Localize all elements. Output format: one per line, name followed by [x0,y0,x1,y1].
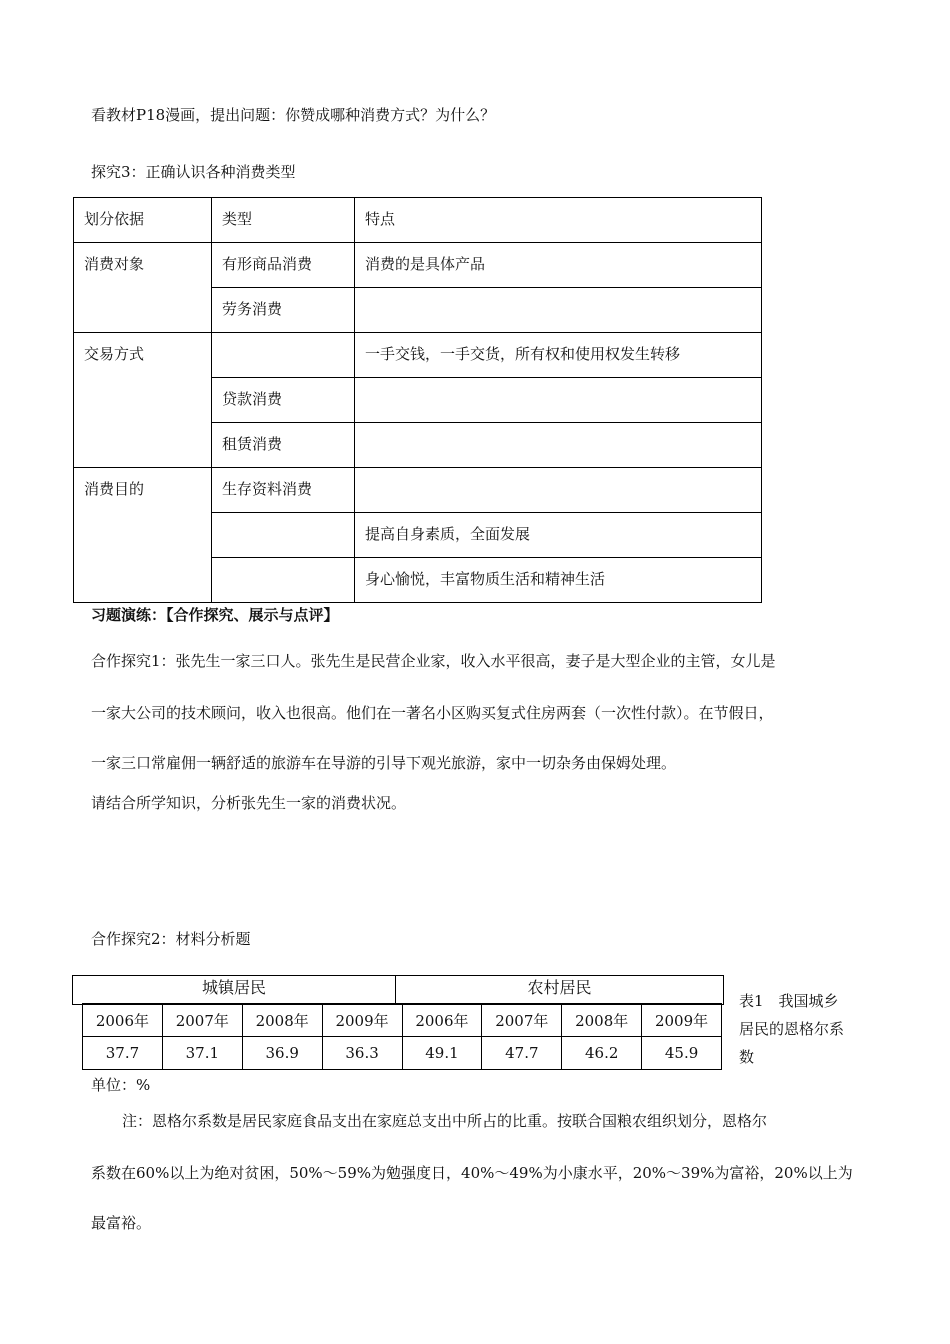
note-line: 系数在60%以上为绝对贫困，50%～59%为勉强度日，40%～49%为小康水平，20%～39%为富裕，20%以上为 [91,1164,853,1182]
coop2-title: 合作探究2：材料分析题 [91,930,251,948]
year-cell: 2009年 [322,1004,402,1037]
feature-cell [355,468,762,513]
table-caption-line: 居民的恩格尔系 [739,1020,845,1038]
feature-cell: 身心愉悦，丰富物质生活和精神生活 [355,558,762,603]
value-cell: 49.1 [402,1037,482,1070]
note-line: 最富裕。 [91,1214,152,1232]
group-urban: 城镇居民 [73,976,396,1004]
note-line: 注：恩格尔系数是居民家庭食品支出在家庭总支出中所占的比重。按联合国粮农组织划分，恩格尔 [122,1112,768,1130]
year-cell: 2009年 [642,1004,722,1037]
group-rural: 农村居民 [527,978,592,997]
coop1-line: 一家三口常雇佣一辆舒适的旅游车在导游的引导下观光旅游，家中一切杂务由保姆处理。 [91,754,677,772]
year-cell: 2006年 [402,1004,482,1037]
coop1-line: 合作探究1：张先生一家三口人。张先生是民营企业家，收入水平很高，妻子是大型企业的主管，女儿是 [91,652,776,670]
basis-cell: 消费目的 [74,468,212,603]
year-row [83,1004,722,1037]
table-caption-line: 表1 我国城乡 [739,992,839,1010]
type-cell: 租赁消费 [212,423,355,468]
table-header-row [74,198,762,243]
table-row [74,468,762,513]
exercise-title: 习题演练：【合作探究、展示与点评】 [91,606,339,624]
value-cell: 36.9 [242,1037,322,1070]
feature-cell [355,288,762,333]
value-cell: 36.3 [322,1037,402,1070]
year-cell: 2006年 [83,1004,163,1037]
coop1-line: 一家大公司的技术顾问，收入也很高。他们在一著名小区购买复式住房两套（一次性付款）。在节假日， [91,704,774,722]
consumption-types-table [73,197,762,603]
value-cell: 37.7 [83,1037,163,1070]
year-cell: 2008年 [562,1004,642,1037]
value-cell: 47.7 [482,1037,562,1070]
type-cell [212,558,355,603]
table-row [74,333,762,378]
value-cell: 46.2 [562,1037,642,1070]
intro-line: 看教材P18漫画，提出问题：你赞成哪种消费方式？为什么？ [91,106,496,124]
type-cell: 劳务消费 [212,288,355,333]
feature-cell: 提高自身素质，全面发展 [355,513,762,558]
type-cell: 贷款消费 [212,378,355,423]
value-row [83,1037,722,1070]
year-cell: 2007年 [482,1004,562,1037]
unit-label: 单位：% [91,1076,151,1094]
year-cell: 2008年 [242,1004,322,1037]
table-caption-line: 数 [739,1048,755,1066]
engel-table-group-header [72,975,724,1005]
feature-cell: 一手交钱，一手交货，所有权和使用权发生转移 [355,333,762,378]
header-cell: 划分依据 [74,198,212,243]
basis-cell: 消费对象 [74,243,212,333]
year-cell: 2007年 [162,1004,242,1037]
type-cell: 有形商品消费 [212,243,355,288]
type-cell [212,333,355,378]
feature-cell [355,423,762,468]
header-cell: 类型 [212,198,355,243]
header-cell: 特点 [355,198,762,243]
coop1-line: 请结合所学知识，分析张先生一家的消费状况。 [91,794,407,812]
table-row [74,243,762,288]
feature-cell: 消费的是具体产品 [355,243,762,288]
value-cell: 37.1 [162,1037,242,1070]
engel-coefficient-table [82,1003,722,1070]
feature-cell [355,378,762,423]
value-cell: 45.9 [642,1037,722,1070]
explore3-title: 探究3：正确认识各种消费类型 [91,163,296,181]
type-cell: 生存资料消费 [212,468,355,513]
basis-cell: 交易方式 [74,333,212,468]
type-cell [212,513,355,558]
